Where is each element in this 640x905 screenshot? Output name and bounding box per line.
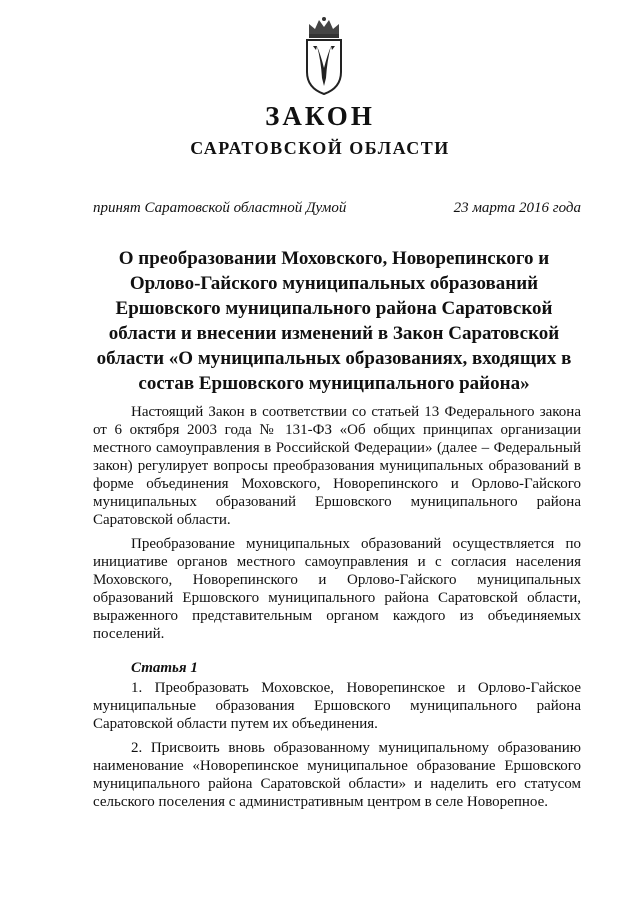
document-subtitle: САРАТОВСКОЙ ОБЛАСТИ (190, 138, 450, 158)
law-name: О преобразовании Моховского, Новорепинского и Орлово-Гайского муниципальных образований Ершовского муниципального района Саратовской области и внесении изменений в Закон Саратовской области «О муниципальных образованиях, входящих в состав Ершовского муниципального района» (96, 248, 572, 394)
adoption-line (93, 200, 581, 217)
coat-of-arms-icon (299, 16, 349, 96)
preamble-paragraph: Преобразование муниципальных образований осуществляется по инициативе органов местного самоуправления и с согласия населения Моховского, Новорепинского и Орлово-Гайского муниципальных образований Ершовского муниципального района Саратовской области, выраженного представительным органом каждого из объединяемых поселений. (93, 536, 581, 642)
document-body (93, 403, 581, 817)
article-item: 2. Присвоить вновь образованному муниципальному образованию наименование «Новорепинское муниципальное образование Ершовского муниципального района Саратовской области» и наделить его статусом сельского поселения с административным центром в селе Новорепное. (93, 740, 581, 810)
article-heading: Статья 1 (131, 660, 198, 676)
preamble-paragraph: Настоящий Закон в соответствии со статьей 13 Федерального закона от 6 октября 2003 года № 131-ФЗ «Об общих принципах организации местного самоуправления в Российской Федерации» (далее – Федеральный закон) регулирует вопросы преобразования муниципальных образований в форме объединения Моховского, Новорепинского и Орлово-Гайского муниципальных образований Ершовского муниципального района Саратовской области. (93, 404, 581, 528)
adopted-by: принят Саратовской областной Думой (93, 200, 347, 216)
document-title: ЗАКОН (265, 101, 375, 131)
adoption-date: 23 марта 2016 года (453, 200, 581, 216)
article-item: 1. Преобразовать Моховское, Новорепинское и Орлово-Гайское муниципальные образования Ершовского муниципального района Саратовской области путем их объединения. (93, 680, 581, 732)
